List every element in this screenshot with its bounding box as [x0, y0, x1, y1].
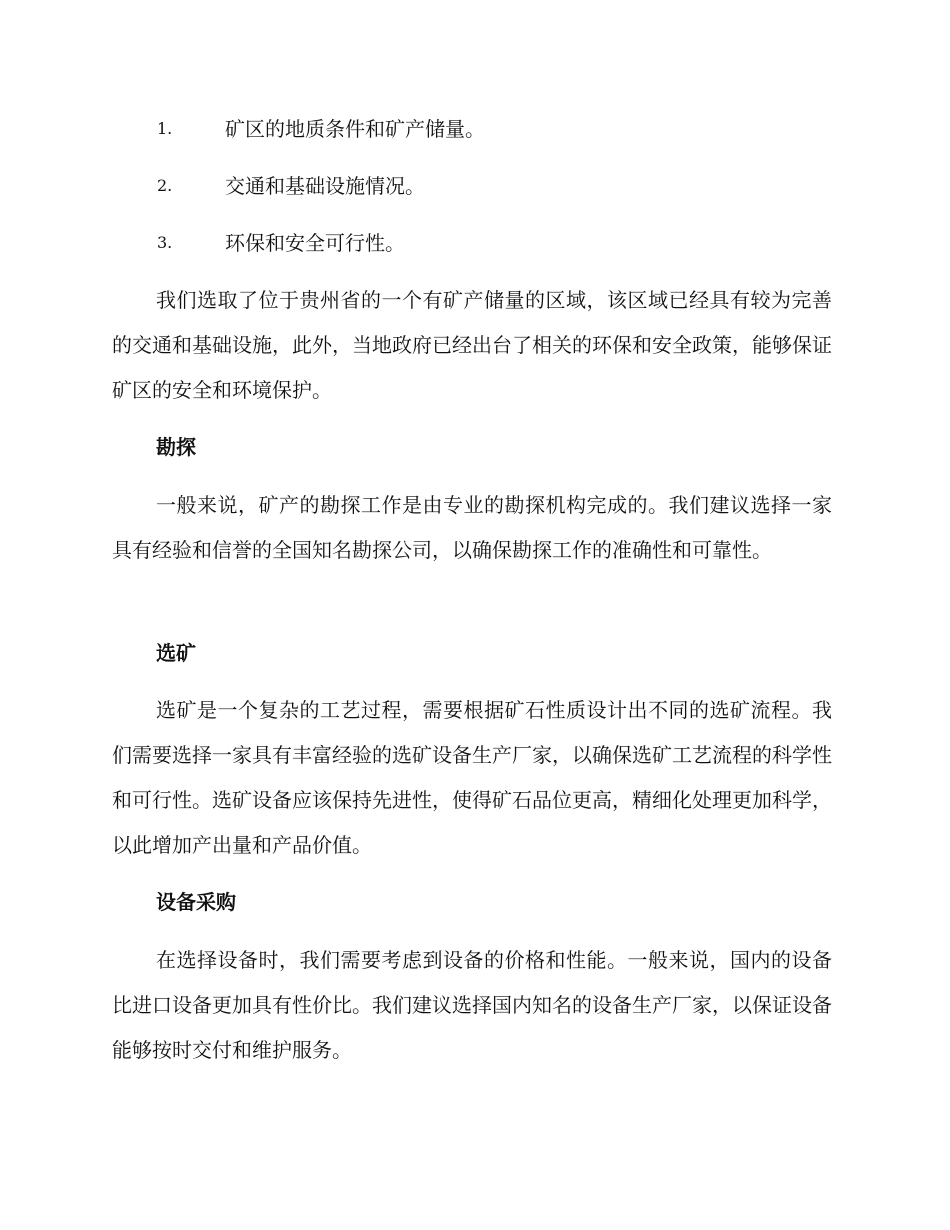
paragraph-procurement: 在选择设备时，我们需要考虑到设备的价格和性能。一般来说，国内的设备比进口设备更加具有性价比。我们建议选择国内知名的设备生产厂家，以保证设备能够按时交付和维护服务。 — [112, 948, 832, 1062]
list-number: 1. — [157, 119, 173, 138]
list-item — [0, 228, 950, 258]
list-text: 矿区的地质条件和矿产储量。 — [225, 117, 485, 141]
paragraph-site-selection: 我们选取了位于贵州省的一个有矿产储量的区域，该区域已经具有较为完善的交通和基础设施，此外，当地政府已经出台了相关的环保和安全政策，能够保证矿区的安全和环境保护。 — [112, 288, 832, 402]
section-heading-exploration: 勘探 — [156, 435, 196, 459]
paragraph-beneficiation: 选矿是一个复杂的工艺过程，需要根据矿石性质设计出不同的选矿流程。我们需要选择一家具有丰富经验的选矿设备生产厂家，以确保选矿工艺流程的科学性和可行性。选矿设备应该保持先进性，使得矿石品位更高，精细化处理更加科学，以此增加产出量和产品价值。 — [112, 698, 832, 857]
list-text: 交通和基础设施情况。 — [225, 174, 425, 198]
list-text: 环保和安全可行性。 — [225, 231, 405, 255]
list-item — [0, 114, 950, 144]
section-heading-procurement: 设备采购 — [156, 890, 236, 914]
list-number: 3. — [157, 233, 173, 252]
list-number: 2. — [157, 176, 173, 195]
list-item — [0, 171, 950, 201]
paragraph-exploration: 一般来说，矿产的勘探工作是由专业的勘探机构完成的。我们建议选择一家具有经验和信誉的全国知名勘探公司，以确保勘探工作的准确性和可靠性。 — [112, 493, 832, 562]
section-heading-beneficiation: 选矿 — [156, 641, 196, 665]
